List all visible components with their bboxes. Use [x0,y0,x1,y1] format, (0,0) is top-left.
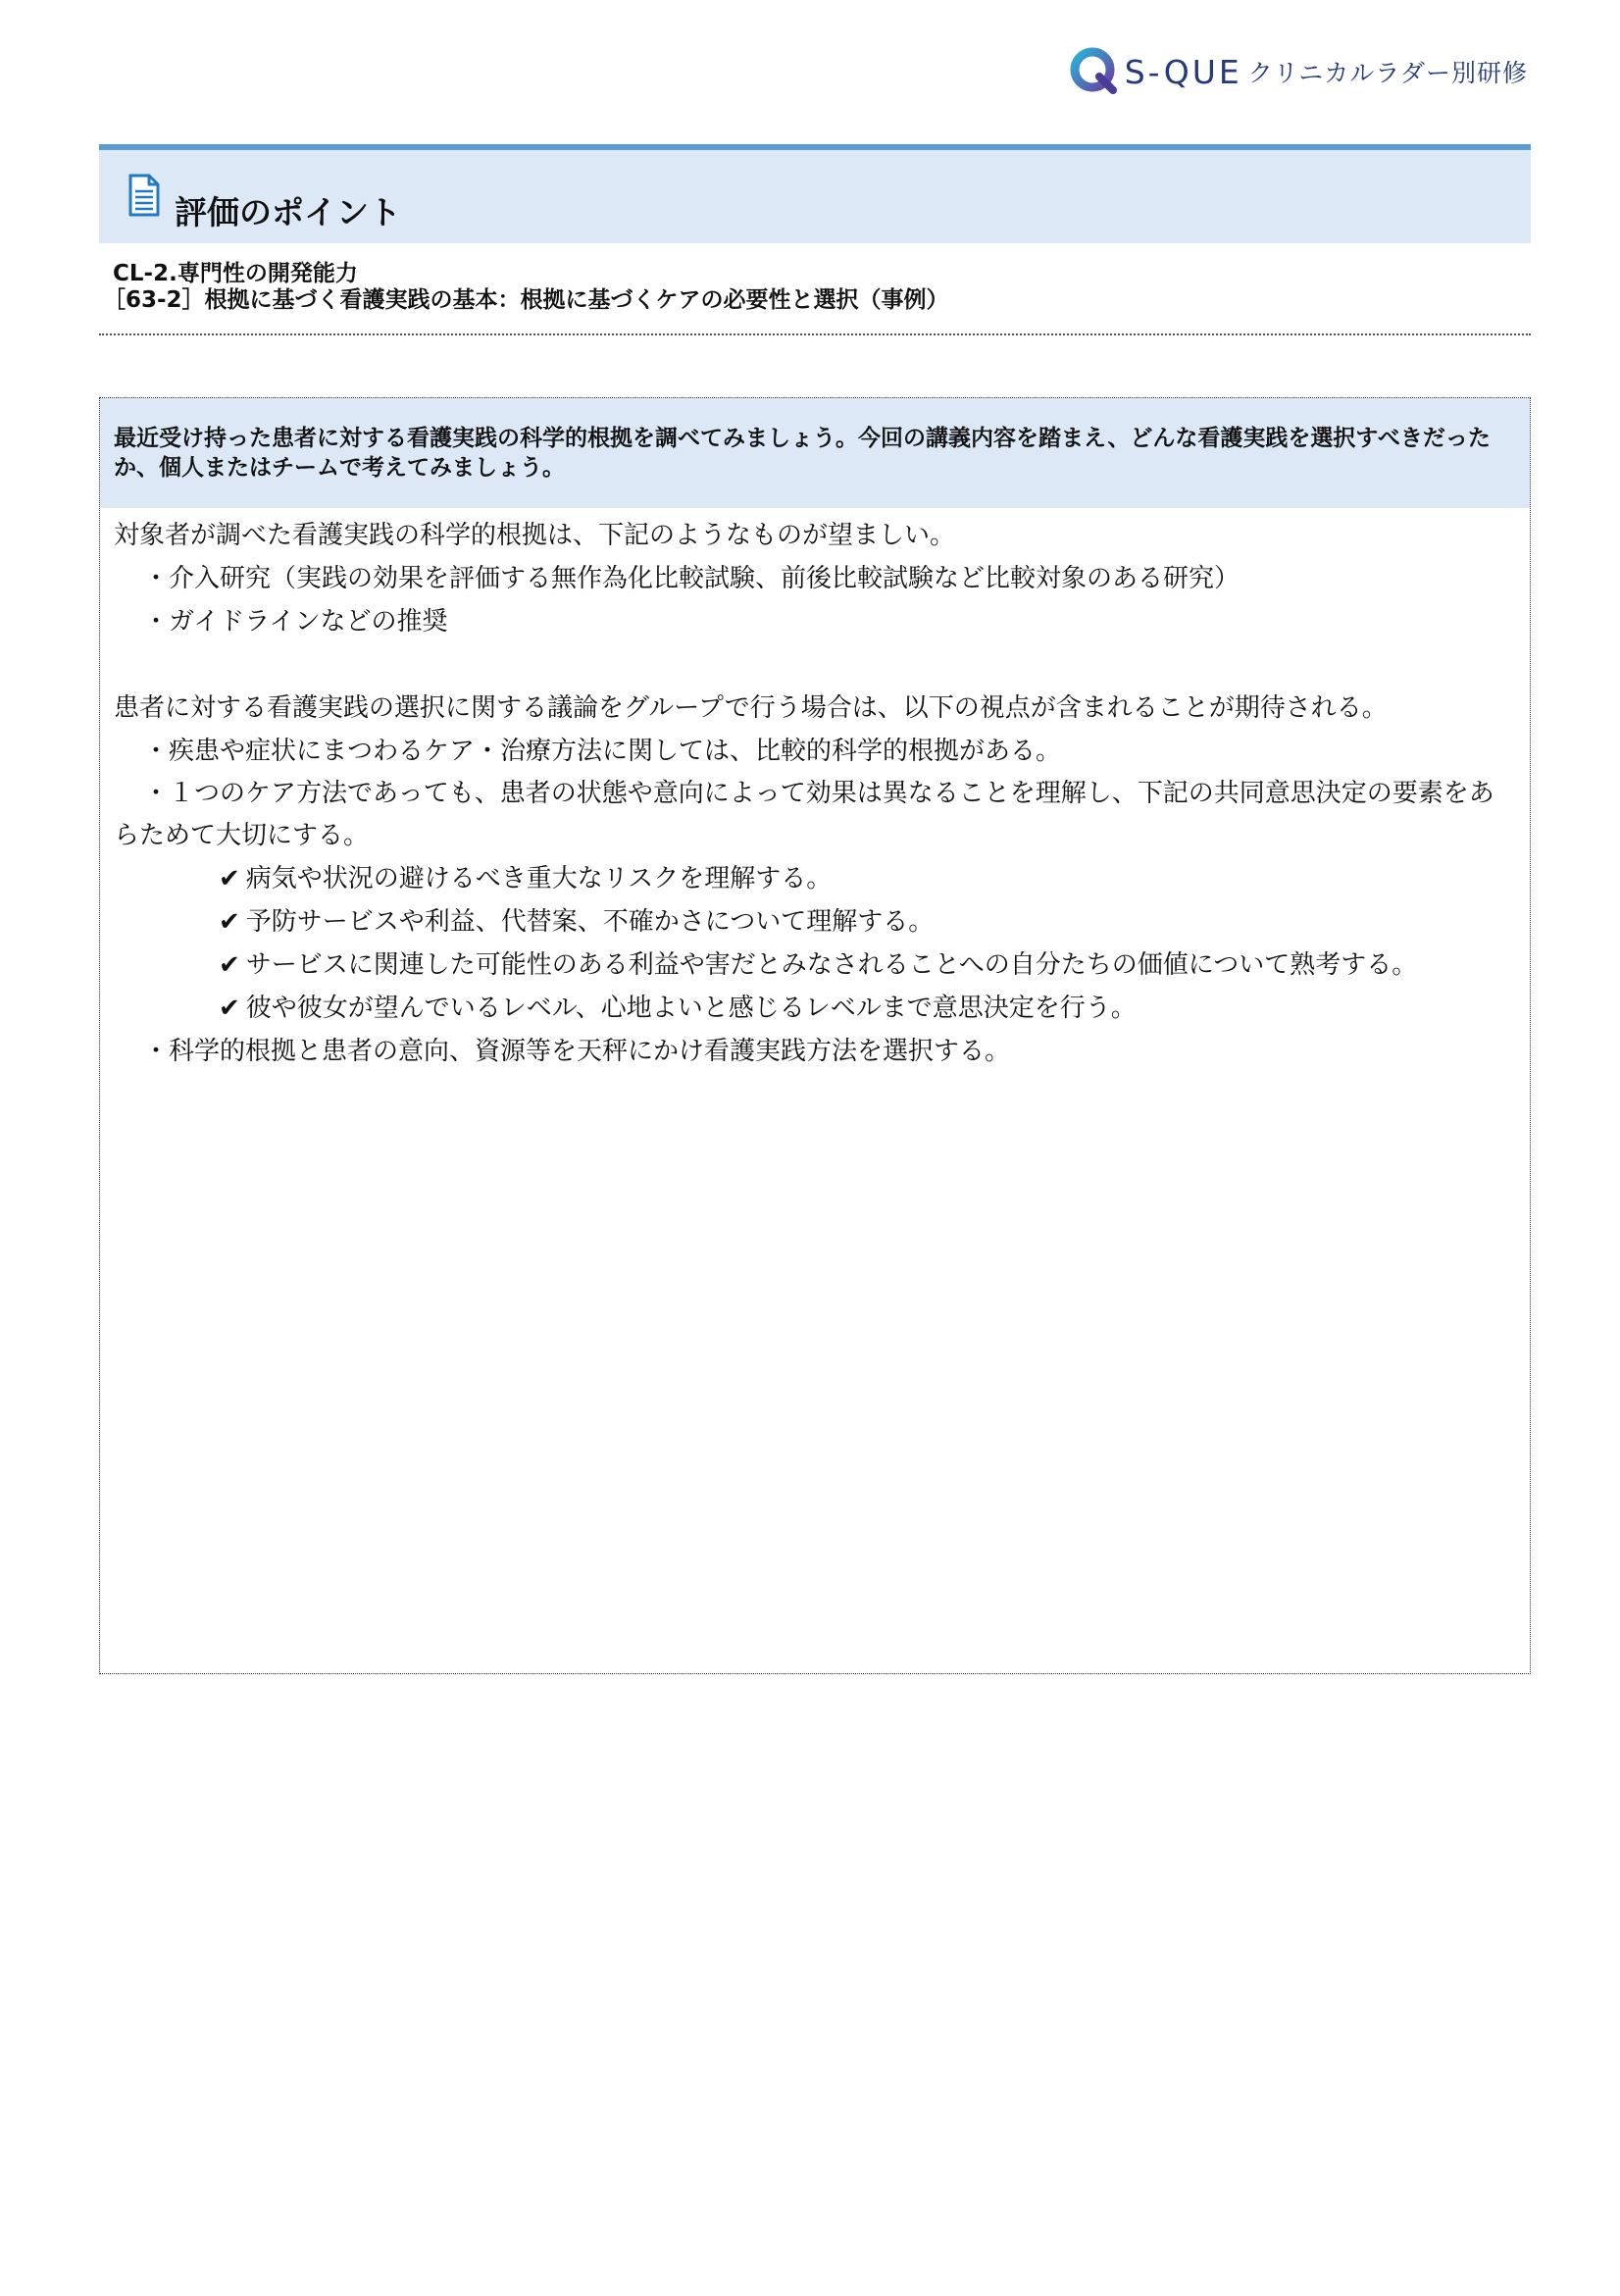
evaluation-box [99,397,1531,1674]
document-icon [127,174,161,217]
check-text: サービスに関連した可能性のある利益や害だとみなされることへの自分たちの価値について熟考する。 [245,950,1418,980]
viewpoint-item: ・科学的根拠と患者の意向、資源等を天秤にかけ看護実践方法を選択する。 [143,1037,1011,1066]
check-icon: ✔ [219,950,240,980]
check-item [114,944,1516,987]
course-topic: ［63-2］根拠に基づく看護実践の基本：根拠に基づくケアの必要性と選択（事例） [103,287,949,313]
viewpoint-item: ・１つのケア方法であっても、患者の状態や意向によって効果は異なることを理解し、下記の共同意思決定の要素をあらためて大切にする。 [114,779,1494,850]
check-text: 病気や状況の避けるべき重大なリスクを理解する。 [245,864,833,893]
section-header [99,144,1531,243]
q-logo-icon [1070,47,1119,96]
logo-subtitle: クリニカルラダー別研修 [1247,59,1528,87]
check-icon: ✔ [219,907,240,937]
check-icon: ✔ [219,864,240,893]
brand-logo [1070,47,1528,96]
evidence-intro: 対象者が調べた看護実践の科学的根拠は、下記のようなものが望ましい。 [114,521,956,550]
course-code: CL-2.専門性の開発能力 [113,261,358,286]
evaluation-content [100,508,1530,1073]
evidence-item: ・介入研究（実践の効果を評価する無作為化比較試験、前後比較試験など比較対象のある研究） [143,564,1240,593]
discussion-intro: 患者に対する看護実践の選択に関する議論をグループで行う場合は、以下の視点が含まれることが期待される。 [114,693,1388,723]
check-text: 予防サービスや利益、代替案、不確かさについて理解する。 [245,907,935,937]
course-meta [103,261,949,314]
check-item [114,987,1516,1030]
section-title: 評価のポイント [175,193,401,231]
evidence-item: ・ガイドラインなどの推奨 [143,607,448,637]
check-item [114,900,1516,944]
viewpoint-item: ・疾患や症状にまつわるケア・治療方法に関しては、比較的科学的根拠がある。 [143,737,1062,766]
logo-brand-text: S-QUE [1124,52,1242,91]
check-item [114,857,1516,900]
check-icon: ✔ [219,994,240,1023]
exercise-prompt: 最近受け持った患者に対する看護実践の科学的根拠を調べてみましょう。今回の講義内容を踏まえ、どんな看護実践を選択すべきだったか、個人またはチームで考えてみましょう。 [100,398,1530,508]
dotted-divider [99,333,1531,335]
spacer [114,643,1516,687]
check-text: 彼や彼女が望んでいるレベル、心地よいと感じるレベルまで意思決定を行う。 [245,994,1137,1023]
